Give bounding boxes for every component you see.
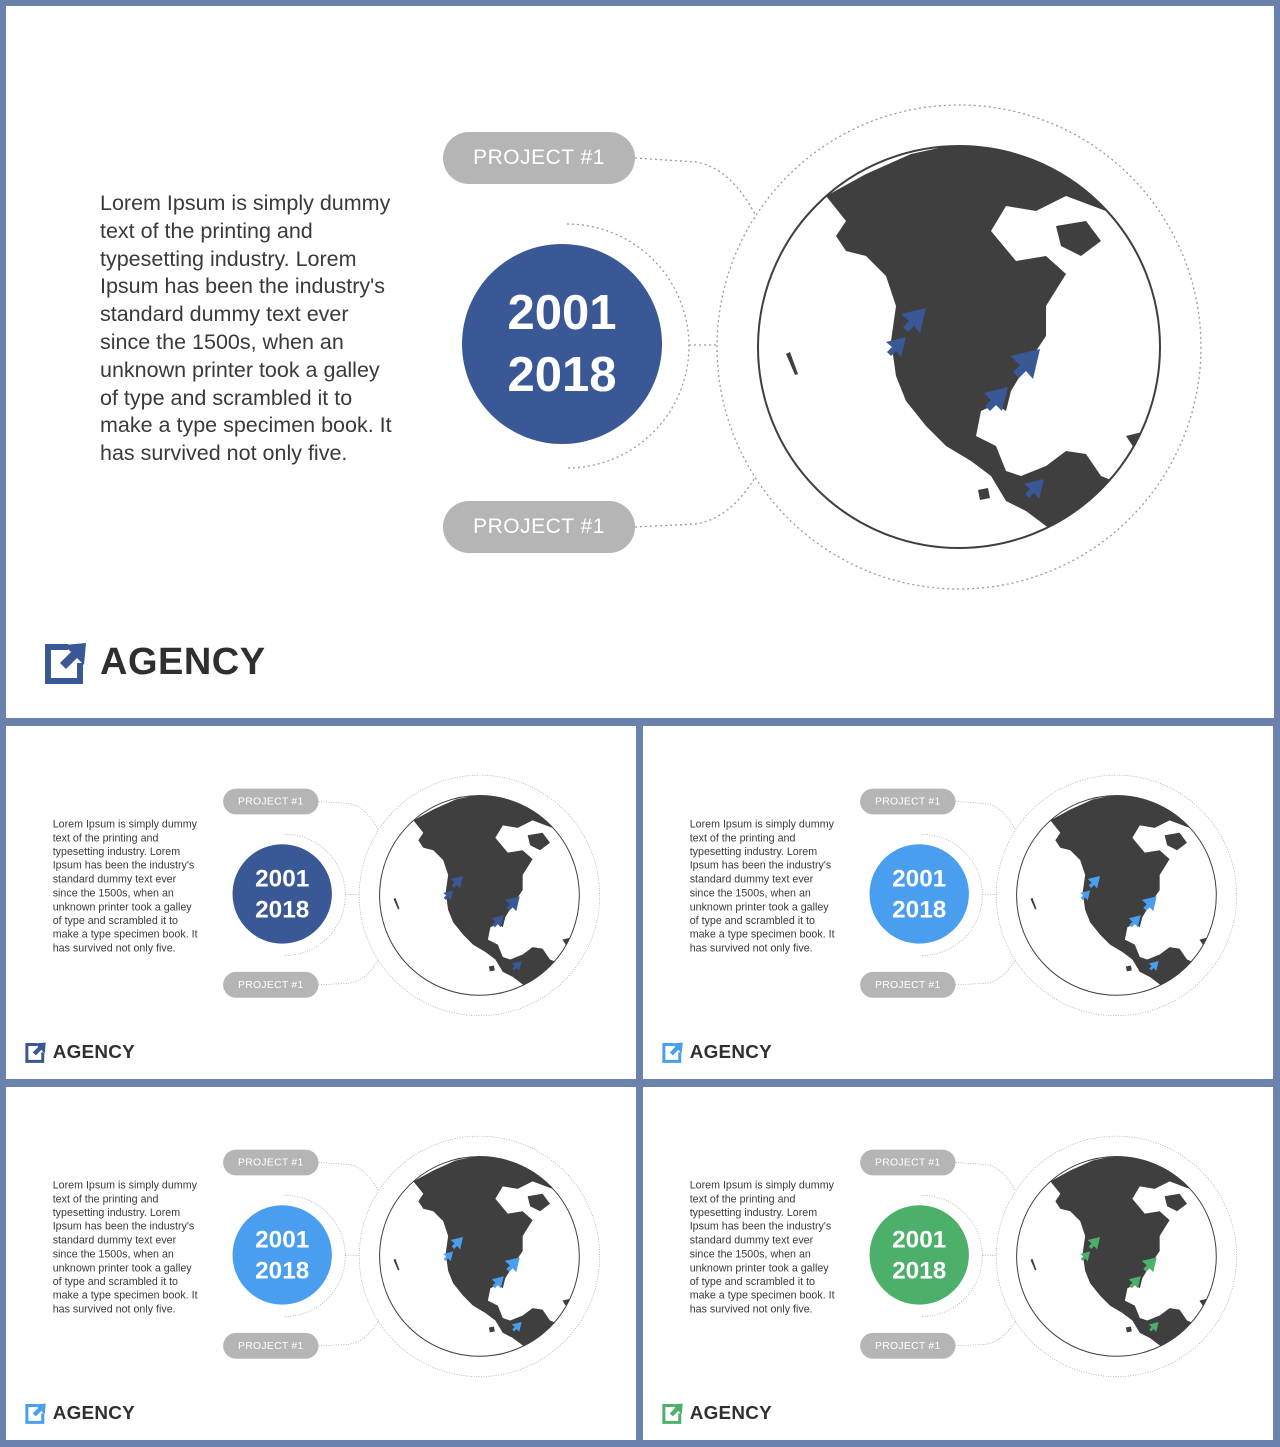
logo-mark-icon [662,1402,684,1424]
logo-mark-icon [44,641,88,685]
year-badge [233,1205,332,1304]
year-start: 2001 [507,286,617,340]
project-label-top: PROJECT #1 [860,789,955,815]
body-text: Lorem Ipsum is simply dummy text of the printing and typesetting industry. Lorem Ipsum has been the industry's standard dummy text ever since the 1500s, when an unknown printer took a galley of type and scrambled it to make a type specimen book. It has survived not only five. [689,1178,835,1316]
project-label-top: PROJECT #1 [223,1150,318,1176]
year-end: 2018 [255,895,310,923]
globe-icon [1017,794,1235,1005]
slide-main [6,6,1274,718]
project-label-bottom: PROJECT #1 [223,972,318,998]
logo-mark-icon [25,1402,47,1424]
project-label-bottom: PROJECT #1 [860,972,955,998]
globe-icon [380,794,598,1005]
globe-icon [758,142,1196,566]
year-badge [870,1205,969,1304]
slide-content [643,726,1273,1079]
project-label-top: PROJECT #1 [223,789,318,815]
year-start: 2001 [892,865,947,892]
project-label-top: PROJECT #1 [860,1150,955,1176]
year-end: 2018 [507,348,617,402]
brand-name: AGENCY [52,1041,135,1063]
slide-content [6,1087,636,1440]
project-label-bottom: PROJECT #1 [443,501,635,553]
year-start: 2001 [255,865,310,892]
body-text: Lorem Ipsum is simply dummy text of the printing and typesetting industry. Lorem Ipsum has been the industry's standard dummy text ever since the 1500s, when an unknown printer took a galley of type and scrambled it to make a type specimen book. It has survived not only five. [689,817,835,955]
year-badge [870,844,969,943]
year-end: 2018 [255,1256,310,1284]
year-start: 2001 [255,1226,310,1253]
year-end: 2018 [892,1256,947,1284]
project-label-bottom: PROJECT #1 [223,1333,318,1359]
year-start: 2001 [892,1226,947,1253]
project-label-top: PROJECT #1 [443,132,635,184]
slide-content [6,726,636,1079]
brand-name: AGENCY [689,1402,772,1424]
brand-name: AGENCY [689,1041,772,1063]
year-end: 2018 [892,895,947,923]
body-text: Lorem Ipsum is simply dummy text of the printing and typesetting industry. Lorem Ipsum has been the industry's standard dummy text ever since the 1500s, when an unknown printer took a galley of type and scrambled it to make a type specimen book. It has survived not only five. [52,817,198,955]
project-label-bottom: PROJECT #1 [860,1333,955,1359]
slide-navy [6,726,636,1079]
year-badge [462,244,662,444]
body-text: Lorem Ipsum is simply dummy text of the printing and typesetting industry. Lorem Ipsum has been the industry's standard dummy text ever since the 1500s, when an unknown printer took a galley of type and scrambled it to make a type specimen book. It has survived not only five. [52,1178,198,1316]
slide-sky-1 [643,726,1273,1079]
globe-icon [380,1155,598,1366]
year-badge [233,844,332,943]
brand-name: AGENCY [52,1402,135,1424]
slide-content [6,6,1274,718]
slide-sky-2 [6,1087,636,1440]
globe-icon [1017,1155,1235,1366]
slide-content [643,1087,1273,1440]
logo-mark-icon [662,1041,684,1063]
logo-mark-icon [25,1041,47,1063]
body-text: Lorem Ipsum is simply dummy text of the printing and typesetting industry. Lorem Ipsum has been the industry's standard dummy text ever since the 1500s, when an unknown printer took a galley of type and scrambled it to make a type specimen book. It has survived not only five. [100,191,392,466]
slide-green [643,1087,1273,1440]
brand-name: AGENCY [100,641,266,683]
